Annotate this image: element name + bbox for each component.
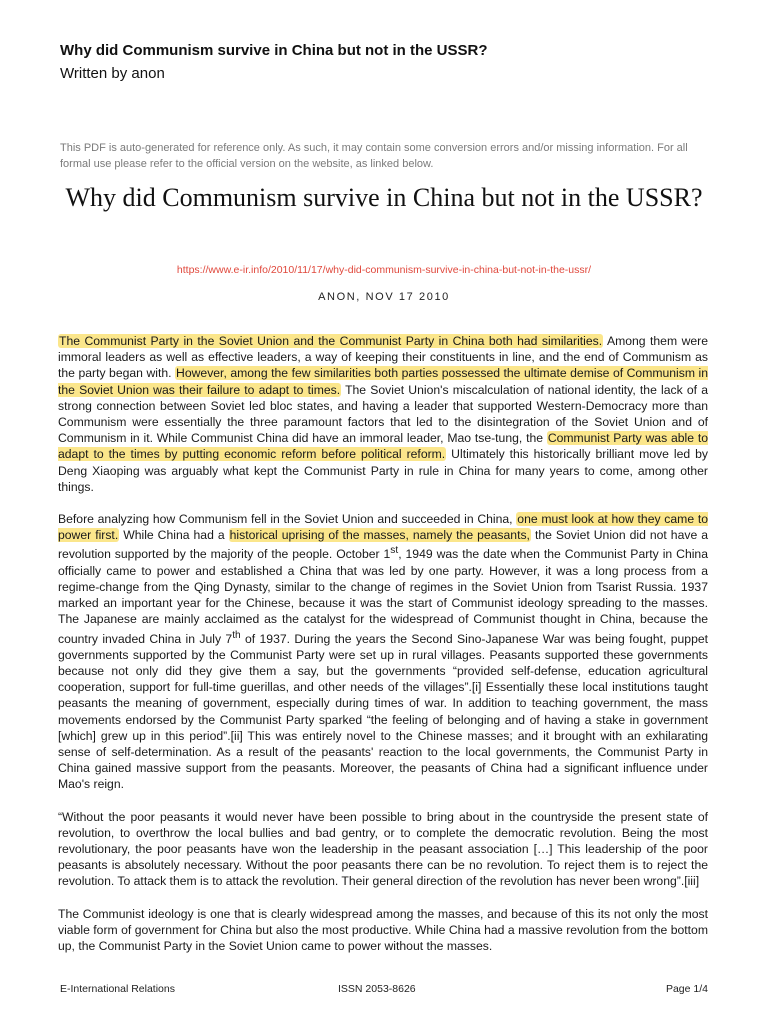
superscript: st <box>390 545 399 557</box>
text-span: Among them were immoral leaders as well as effective leaders, a way of keeping their constituents in line, and the end of Communism as the party began with. <box>58 334 708 381</box>
source-link[interactable]: https://www.e-ir.info/2010/11/17/why-did-communism-survive-in-china-but-not-in-the-ussr/ <box>176 264 592 276</box>
article-body <box>58 333 708 970</box>
highlight: However, among the few similarities both parties possessed the ultimate demise of Communism in the Soviet Union was their failure to adapt to times. <box>58 366 709 397</box>
footer-publisher: E-International Relations <box>60 983 175 995</box>
auto-generated-notice: This PDF is auto-generated for reference only. As such, it may contain some conversion errors and/or missing information. For all formal use please refer to the official version on the website, as linked below. <box>60 142 688 170</box>
text-span: the Soviet Union did not have a revolution supported by the majority of the people. October 1 <box>58 528 708 562</box>
header-author: Written by anon <box>60 65 165 82</box>
text-span: of 1937. During the years the Second Sino-Japanese War was being fought, puppet governments supported by the Communist Party were set up in rural villages. Peasants supported these governments because not only did they give them a say, but the governments “provided self-defense, education agricultural cooperation, support for full-time guerillas, and other needs of the villages”.[i] Essentially these local institutions taught peasants the meaning of government, especially during times of war. In addition to teaching government, the mass movements endorsed by the Communist Party sparked “the feeling of belonging and of having a stake in government [which] grew up in this period”.[ii] This was entirely novel to the Chinese masses; and it brought with an exhilarating sense of self-determination. As a result of the peasants' reaction to the local governments, the Communist Party in China gained massive support from the peasants. Moreover, the peasants of China had a significant influence under Mao's reign. <box>58 631 709 792</box>
article-byline: ANON, NOV 17 2010 <box>318 291 450 303</box>
text-span: Before analyzing how Communism fell in the Soviet Union and succeeded in China, <box>58 512 517 527</box>
text-span: While China had a <box>119 528 229 543</box>
footer-page-number: Page 1/4 <box>665 983 708 995</box>
text-span: The Soviet Union's miscalculation of national identity, the lack of a strong connection between Soviet led bloc states, and having a leader that supported Western-Democracy more than Communism were essentially the three paramount factors that led to the disintegration of the Soviet Union and of Communism in it. While Communist China did have an immoral leader, Mao tse-tung, the <box>58 382 708 446</box>
highlight: one must look at how they came to power first. <box>58 512 708 543</box>
text-span: , 1949 was the date when the Communist Party in China officially came to power and established a China that was led by one party. However, it was a long process from a regime-change from the Qing Dynasty, similar to the change of regimes in the Soviet Union from Tsarist Russia. 1937 marked an important year for the Chinese, because it was the start of Communist ideology spreading to the masses. The Japanese are mainly acclaimed as the catalyst for the widespread of Communist thought in China, because the country invaded China in July 7 <box>58 547 708 646</box>
highlight: The Communist Party in the Soviet Union and the Communist Party in China both had similarities. <box>59 334 603 348</box>
text-span: Ultimately this historically brilliant move led by Deng Xiaoping was arguably what kept the Communist Party in rule in China for many years to come, among other things. <box>58 447 708 494</box>
article-title: Why did Communism survive in China but not in the USSR? <box>65 183 703 212</box>
footer-issn: ISSN 2053-8626 <box>338 983 416 995</box>
paragraph-3-quote: “Without the poor peasants it would never have been possible to bring about in the countryside the present state of revolution, to overthrow the local bullies and bad gentry, or to complete the democratic revolution. Being the most revolutionary, the poor peasants have won the leadership in the peasant association […] This leadership of the poor peasants is absolutely necessary. Without the poor peasants there can be no revolution. To reject them is to reject the revolution. To attack them is to attack the revolution. Their general direction of the revolution has never been wrong”.[iii] <box>58 809 708 889</box>
highlight: historical uprising of the masses, namely the peasants, <box>229 528 530 543</box>
superscript: th <box>232 629 241 641</box>
pdf-header <box>60 41 710 84</box>
paragraph-1 <box>58 333 708 495</box>
paragraph-2 <box>58 511 708 793</box>
highlight: Communist Party was able to adapt to the times by putting economic reform before political reform. <box>58 431 708 462</box>
paragraph-4: The Communist ideology is one that is clearly widespread among the masses, and because of this its not only the most viable form of government for China but also the most productive. While China had a massive revolution from the bottom up, the Communist Party in the Soviet Union came to power without the masses. <box>58 906 708 954</box>
header-title: Why did Communism survive in China but not in the USSR? <box>60 42 488 59</box>
